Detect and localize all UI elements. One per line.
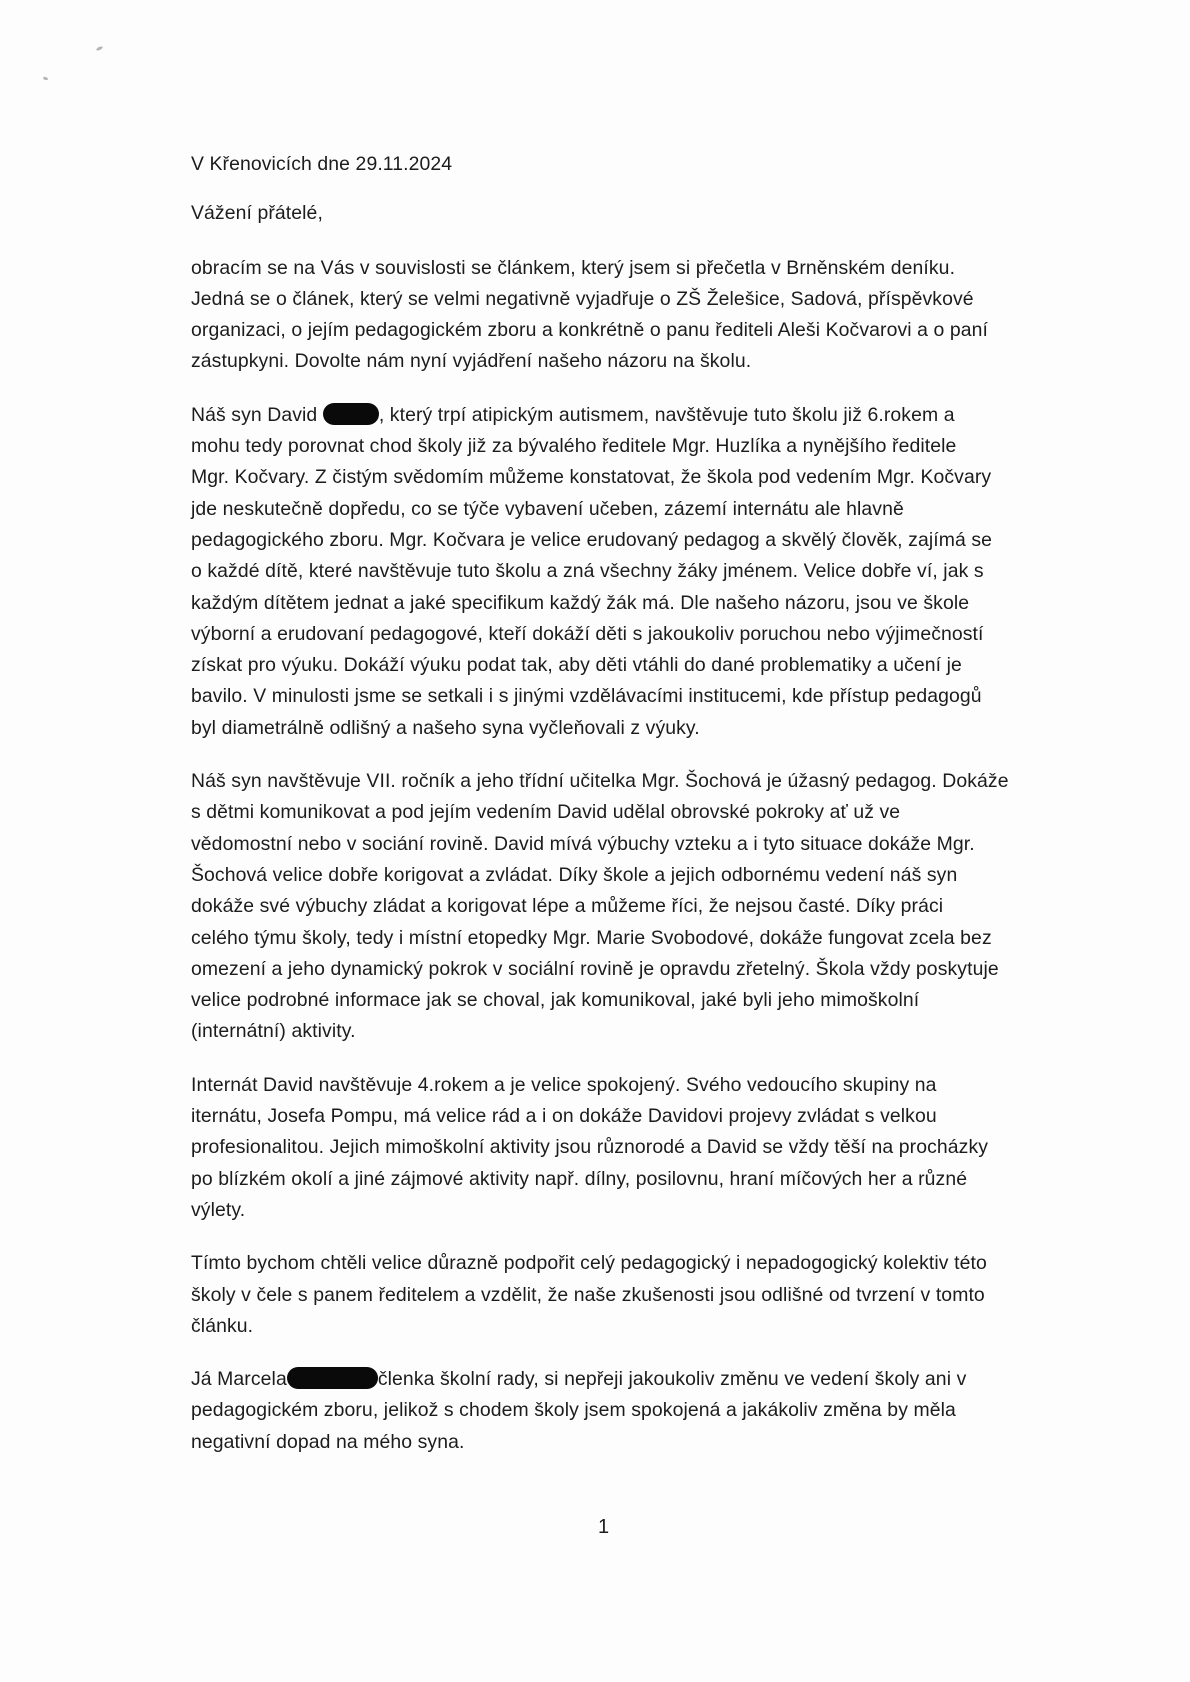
salutation: Vážení přátelé, [191, 202, 323, 225]
text-line [191, 1364, 1051, 1395]
text-line: organizaci, o jejím pedagogickém zboru a konkrétně o panu řediteli Aleši Kočvarovi a o paní [191, 319, 989, 342]
paragraph-boarding [191, 1070, 1051, 1226]
text-line: o každé dítě, které navštěvuje tuto školu a zná všechny žáky jménem. Velice dobře ví, jak s [191, 560, 984, 583]
text-line: školy v čele s panem ředitelem a vzdělit, že naše zkušenosti jsou odlišné od tvrzení v tomto [191, 1283, 985, 1306]
text-line: Jedná se o článek, který se velmi negativně vyjadřuje o ZŠ Želešice, Sadová, příspěvkové [191, 287, 974, 310]
text-line: článku. [191, 1314, 254, 1337]
text-line [191, 400, 1051, 431]
text-line: zástupkyni. Dovolte nám nyní vyjádření našeho názoru na školu. [191, 350, 752, 373]
text-line: mohu tedy porovnat chod školy již za bývalého ředitele Mgr. Huzlíka a nynějšího ředitele [191, 435, 957, 458]
text-line: získat pro výuku. Dokáží výuku podat tak, aby děti vtáhli do dané problematiky a učení je [191, 654, 962, 677]
text-line: omezení a jeho dynamický pokrok v sociální rovině je opravdu zřetelný. Škola vždy poskytuje [191, 957, 999, 980]
text-line: celého týmu školy, tedy i místní etopedky Mgr. Marie Svobodové, dokáže fungovat zcela bez [191, 926, 992, 949]
scan-speck [43, 76, 49, 81]
date-line: V Křenovicích dne 29.11.2024 [191, 153, 453, 175]
paragraph-signoff [191, 1364, 1051, 1458]
text-fragment: , který trpí atipickým autismem, navštěvuje tuto školu již 6.rokem a [378, 403, 955, 426]
paragraph-school [191, 400, 1051, 744]
paragraph-teacher [191, 766, 1051, 1048]
text-line: po blízkém okolí a jiné zájmové aktivity např. dílny, posilovnu, hraní míčových her a různé [191, 1167, 968, 1190]
scan-speck [96, 46, 104, 52]
text-line: Náš syn navštěvuje VII. ročník a jeho třídní učitelka Mgr. Šochová je úžasný pedagog. Dokáže [191, 770, 1009, 793]
text-line: Internát David navštěvuje 4.rokem a je velice spokojený. Svého vedoucího skupiny na [191, 1073, 937, 1096]
letter-body [191, 149, 1051, 1458]
redaction-mark [287, 1367, 378, 1389]
text-line: iternátu, Josefa Pompu, má velice rád a i on dokáže Davidovi projevy zvládat s velkou [191, 1105, 937, 1128]
text-line: byl diametrálně odlišný a našeho syna vyčleňovali z výuky. [191, 716, 700, 739]
text-line: jde neskutečně dopředu, co se týče vybavení učeben, zázemí internátu ale hlavně [191, 497, 904, 520]
text-fragment: Náš syn David [191, 403, 318, 426]
text-line: s dětmi komunikovat a pod jejím vedením David udělal obrovské pokroky ať už ve [191, 801, 901, 824]
page-number: 1 [598, 1516, 610, 1538]
text-line: pedagogického zboru. Mgr. Kočvara je velice erudovaný pedagog a skvělý člověk, zajímá se [191, 528, 993, 551]
text-line: výborní a erudovaní pedagogové, kteří dokáží děti s jakoukoliv poruchou nebo výjimečností [191, 622, 984, 645]
text-fragment: členka školní rady, si nepřeji jakoukoliv změnu ve vedení školy ani v [377, 1368, 967, 1391]
text-line: profesionalitou. Jejich mimoškolní aktivity jsou různorodé a David se vždy těší na procházky [191, 1136, 989, 1159]
text-line: dokáže své výbuchy zládat a korigovat lépe a můžeme říci, že nejsou časté. Díky práci [191, 895, 944, 918]
text-line: (internátní) aktivity. [191, 1020, 356, 1043]
text-line: pedagogickém zboru, jelikož s chodem školy jsem spokojená a jakákoliv změna by měla [191, 1399, 956, 1422]
text-line: bavilo. V minulosti jsme se setkali i s jinými vzdělávacími institucemi, kde přístup pedagogů [191, 685, 982, 708]
text-line: vědomostní nebo v sociání rovině. David mívá výbuchy vzteku a i tyto situace dokáže Mgr. [191, 832, 975, 855]
text-line: negativní dopad na mého syna. [191, 1430, 465, 1453]
paragraph-intro [191, 253, 1051, 378]
paragraph-support [191, 1248, 1051, 1342]
redaction-mark [323, 403, 379, 425]
text-line: každým dítětem jednat a jaké specifikum každý žák má. Dle našeho názoru, jsou ve škole [191, 591, 970, 614]
text-line: Šochová velice dobře korigovat a zvládat. Díky škole a jejich odbornému vedení náš syn [191, 863, 958, 886]
text-line: obracím se na Vás v souvislosti se článkem, který jsem si přečetla v Brněnském deníku. [191, 256, 956, 279]
text-line: Mgr. Kočvary. Z čistým svědomím můžeme konstatovat, že škola pod vedením Mgr. Kočvary [191, 466, 992, 489]
text-fragment: Já Marcela [191, 1368, 287, 1391]
text-line: výlety. [191, 1198, 246, 1221]
text-line: Tímto bychom chtěli velice důrazně podpořit celý pedagogický i nepadogogický kolektiv této [191, 1252, 987, 1275]
text-line: velice podrobné informace jak se choval, jak komunikoval, jaké byli jeho mimoškolní [191, 989, 920, 1012]
